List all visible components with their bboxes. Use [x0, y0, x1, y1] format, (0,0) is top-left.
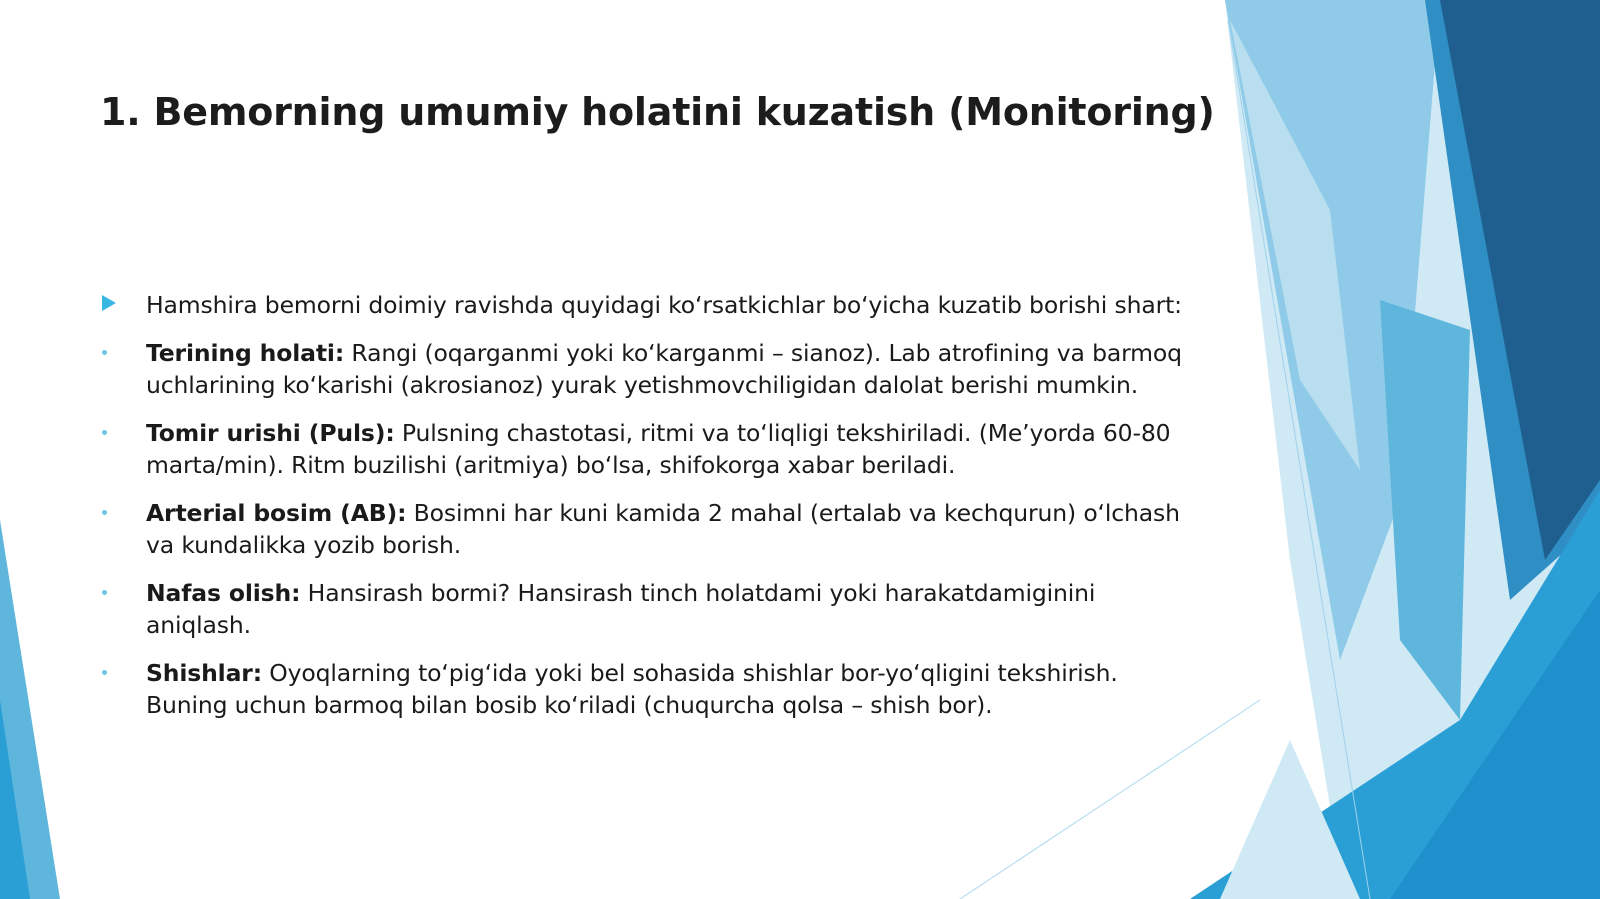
item-term: Nafas olish: [146, 579, 301, 607]
list-item [100, 337, 1200, 401]
bullet-dot-icon [100, 577, 120, 609]
intro-bullet [100, 289, 1200, 321]
slide-title: 1. Bemorning umumiy holatini kuzatish (Monitoring) [100, 90, 1215, 134]
bullet-dot-icon [100, 337, 120, 369]
bullet-dot-icon [100, 417, 120, 449]
list-item [100, 417, 1200, 481]
bullet-list [100, 289, 1200, 737]
item-text: Oyoqlarning to‘pig‘ida yoki bel sohasida shishlar bor-yo‘qligini tekshirish. Buning uchun barmoq bilan bosib ko‘riladi (chuqurcha qolsa – shish bor). [146, 659, 1118, 719]
bullet-dot-icon [100, 657, 120, 689]
item-text: Bosimni har kuni kamida 2 mahal (ertalab va kechqurun) o‘lchash va kundalikka yozib borish. [146, 499, 1180, 559]
item-term: Shishlar: [146, 659, 262, 687]
item-term: Tomir urishi (Puls): [146, 419, 395, 447]
intro-text: Hamshira bemorni doimiy ravishda quyidagi ko‘rsatkichlar bo‘yicha kuzatib borishi shart: [146, 291, 1182, 319]
list-item [100, 657, 1200, 721]
item-text: Hansirash bormi? Hansirash tinch holatdami yoki harakatdamiginini aniqlash. [146, 579, 1096, 639]
bullet-dot-icon [100, 497, 120, 529]
triangle-arrow-icon [100, 289, 120, 321]
list-item [100, 497, 1200, 561]
list-item [100, 577, 1200, 641]
item-text: Pulsning chastotasi, ritmi va to‘liqligi tekshiriladi. (Me’yorda 60-80 marta/min). Ritm buzilishi (aritmiya) bo‘lsa, shifokorga xabar beriladi. [146, 419, 1171, 479]
item-text: Rangi (oqarganmi yoki ko‘karganmi – sianoz). Lab atrofining va barmoq uchlarining ko‘karishi (akrosianoz) yurak yetishmovchiligidan dalolat berishi mumkin. [146, 339, 1182, 399]
item-term: Arterial bosim (AB): [146, 499, 407, 527]
item-term: Terining holati: [146, 339, 345, 367]
